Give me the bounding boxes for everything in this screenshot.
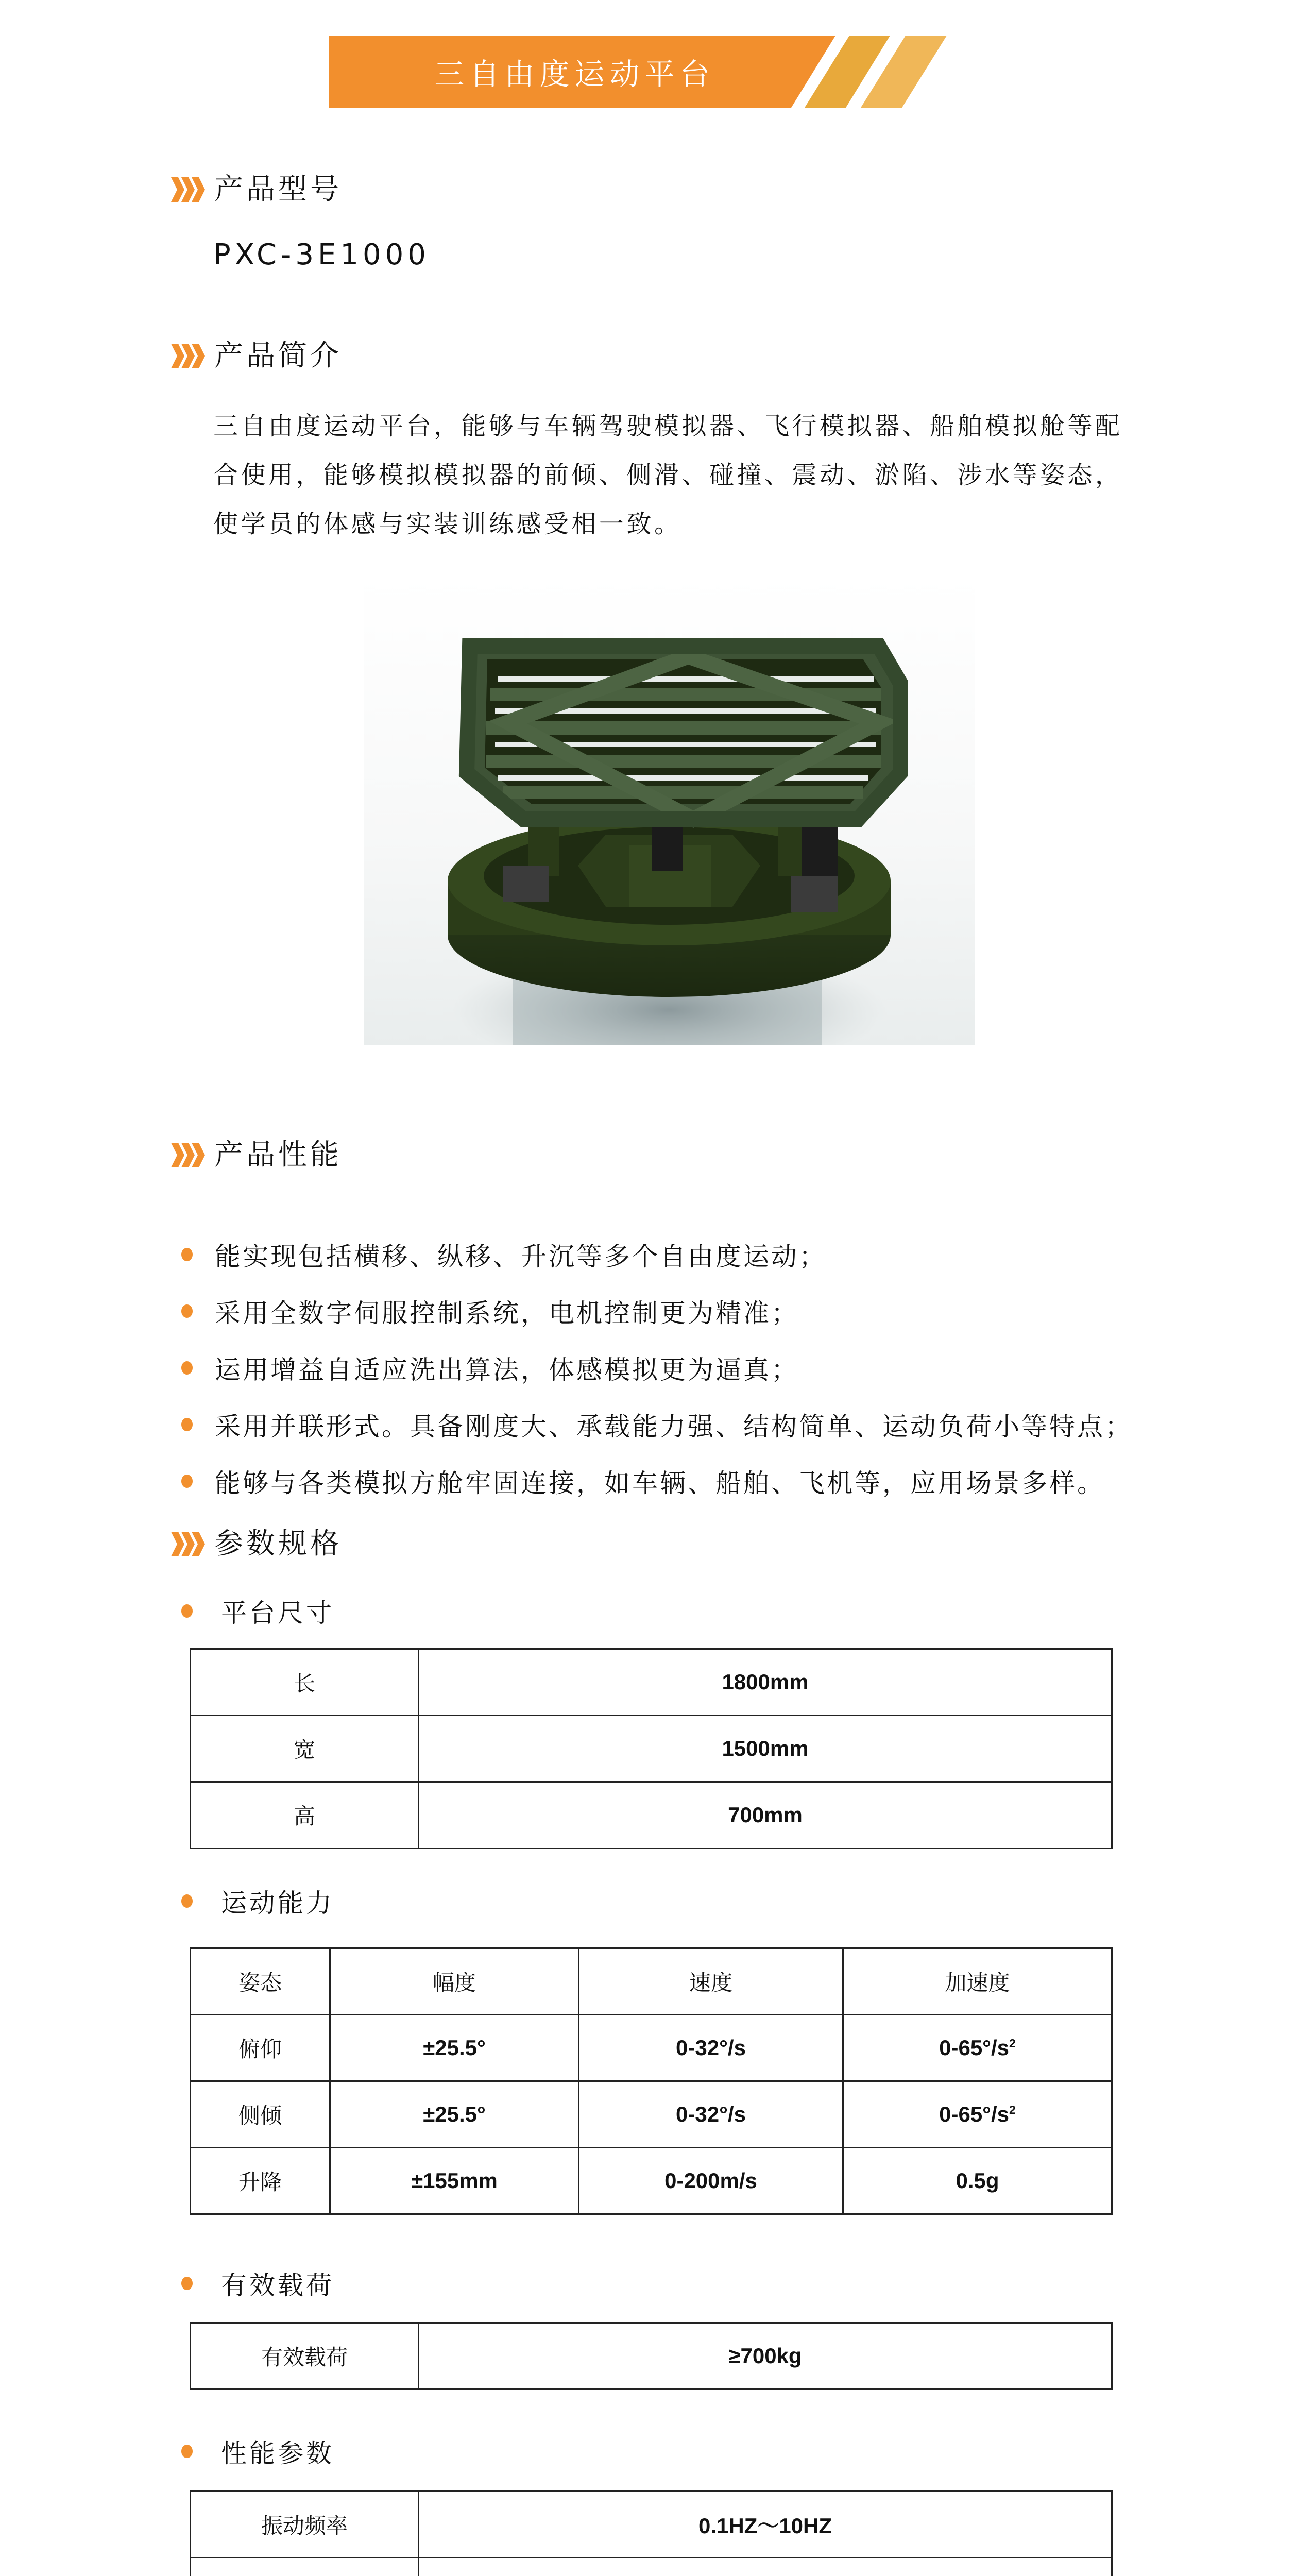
- amplitude-cell: ±25.5°: [330, 2081, 579, 2148]
- column-header: 速度: [579, 1948, 843, 2015]
- row-value: 1800mm: [419, 1649, 1112, 1716]
- amplitude-cell: ±155mm: [330, 2148, 579, 2214]
- row-label: 高: [191, 1782, 419, 1849]
- table-row: [191, 1716, 1112, 1782]
- table-header-row: [191, 1948, 1112, 2015]
- payload-table: [190, 2322, 1113, 2390]
- bullet-icon: [181, 1304, 193, 1318]
- table-row: [191, 1782, 1112, 1849]
- row-label: [191, 2558, 419, 2576]
- motion-table: [190, 1947, 1113, 2215]
- intro-line: 三自由度运动平台，能够与车辆驾驶模拟器、飞行模拟器、船舶模拟舱等配: [213, 412, 1123, 440]
- intro-paragraph: [213, 402, 1130, 549]
- row-value: 1500mm: [419, 1716, 1112, 1782]
- subsection-heading-platform-size: [181, 1596, 334, 1626]
- chevron-right-icon: [171, 344, 206, 368]
- attitude-cell: 升降: [191, 2148, 330, 2214]
- feature-text: 运用增益自适应洗出算法，体感模拟更为逼真；: [215, 1355, 799, 1385]
- bullet-icon: [181, 2445, 193, 2458]
- section-heading-model: [171, 174, 342, 205]
- bullet-icon: [181, 1894, 193, 1908]
- subsection-heading-motion: [181, 1886, 334, 1917]
- section-heading-intro: [171, 341, 342, 371]
- product-image: [364, 577, 975, 1045]
- feature-text: 能实现包括横移、纵移、升沉等多个自由度运动；: [215, 1242, 827, 1272]
- bullet-icon: [181, 1248, 193, 1261]
- column-header: 姿态: [191, 1948, 330, 2015]
- list-item: [181, 1283, 1133, 1340]
- table-row: [191, 2015, 1112, 2081]
- performance-table: [190, 2490, 1113, 2576]
- speed-cell: 0-32°/s: [579, 2081, 843, 2148]
- acceleration-cell: [843, 2015, 1112, 2081]
- list-item: [181, 1340, 1133, 1396]
- intro-line: 使学员的体感与实装训练感受相一致。: [213, 510, 682, 538]
- bullet-icon: [181, 1361, 193, 1375]
- speed-cell: 0-200m/s: [579, 2148, 843, 2214]
- bullet-icon: [181, 1475, 193, 1488]
- subsection-title: 有效载荷: [221, 2270, 334, 2300]
- bullet-icon: [181, 1418, 193, 1431]
- list-item: [181, 1396, 1133, 1453]
- list-item: [181, 1453, 1133, 1510]
- table-row: [191, 2558, 1112, 2576]
- column-header: 加速度: [843, 1948, 1112, 2015]
- intro-line: 合使用，能够模拟模拟器的前倾、侧滑、碰撞、震动、淤陷、涉水等姿态，: [213, 461, 1123, 489]
- feature-text: 能够与各类模拟方舱牢固连接，如车辆、船舶、飞机等，应用场景多样。: [215, 1468, 1105, 1498]
- page-title: 三自由度运动平台: [434, 57, 715, 92]
- attitude-cell: 俯仰: [191, 2015, 330, 2081]
- motion-platform-illustration: [364, 577, 975, 1045]
- list-item: [181, 1226, 1133, 1283]
- table-row: [191, 2323, 1112, 2389]
- section-title: 产品简介: [214, 339, 342, 372]
- feature-list: [181, 1226, 1133, 1510]
- chevron-right-icon: [171, 177, 206, 202]
- row-label: 有效载荷: [191, 2323, 419, 2389]
- bullet-icon: [181, 2277, 193, 2290]
- title-banner: [0, 0, 1296, 134]
- row-value: 0.1HZ～10HZ: [419, 2492, 1112, 2558]
- subsection-heading-payload: [181, 2268, 334, 2299]
- table-row: [191, 2148, 1112, 2214]
- chevron-right-icon: [171, 1532, 206, 1556]
- feature-text: 采用全数字伺服控制系统，电机控制更为精准；: [215, 1298, 799, 1328]
- table-row: [191, 2492, 1112, 2558]
- section-title: 产品型号: [214, 173, 342, 206]
- speed-cell: 0-32°/s: [579, 2015, 843, 2081]
- subsection-title: 平台尺寸: [221, 1598, 334, 1628]
- table-row: [191, 1649, 1112, 1716]
- row-value: 700mm: [419, 1782, 1112, 1849]
- bullet-icon: [181, 1604, 193, 1618]
- amplitude-cell: ±25.5°: [330, 2015, 579, 2081]
- chevron-right-icon: [171, 1143, 206, 1167]
- acceleration-exponent: 2: [1009, 2037, 1016, 2050]
- row-label: 宽: [191, 1716, 419, 1782]
- section-heading-features: [171, 1140, 342, 1171]
- acceleration-exponent: 2: [1009, 2103, 1016, 2116]
- acceleration-value: 0.5g: [956, 2168, 999, 2193]
- row-value: [419, 2558, 1112, 2576]
- acceleration-cell: [843, 2081, 1112, 2148]
- feature-text: 采用并联形式。具备刚度大、承载能力强、结构简单、运动负荷小等特点；: [215, 1412, 1133, 1442]
- acceleration-value: 0-65°/s: [939, 2102, 1010, 2126]
- subsection-heading-performance: [181, 2436, 334, 2467]
- section-heading-specs: [171, 1529, 342, 1560]
- row-value: ≥700kg: [419, 2323, 1112, 2389]
- column-header: 幅度: [330, 1948, 579, 2015]
- section-title: 产品性能: [214, 1138, 342, 1172]
- row-label: 长: [191, 1649, 419, 1716]
- subsection-title: 运动能力: [221, 1888, 334, 1918]
- model-number: PXC-3E1000: [213, 238, 430, 272]
- row-label: 振动频率: [191, 2492, 419, 2558]
- acceleration-value: 0-65°/s: [939, 2036, 1010, 2060]
- table-row: [191, 2081, 1112, 2148]
- acceleration-cell: [843, 2148, 1112, 2214]
- section-title: 参数规格: [214, 1527, 342, 1561]
- platform-size-table: [190, 1648, 1113, 1849]
- attitude-cell: 侧倾: [191, 2081, 330, 2148]
- subsection-title: 性能参数: [221, 2438, 334, 2468]
